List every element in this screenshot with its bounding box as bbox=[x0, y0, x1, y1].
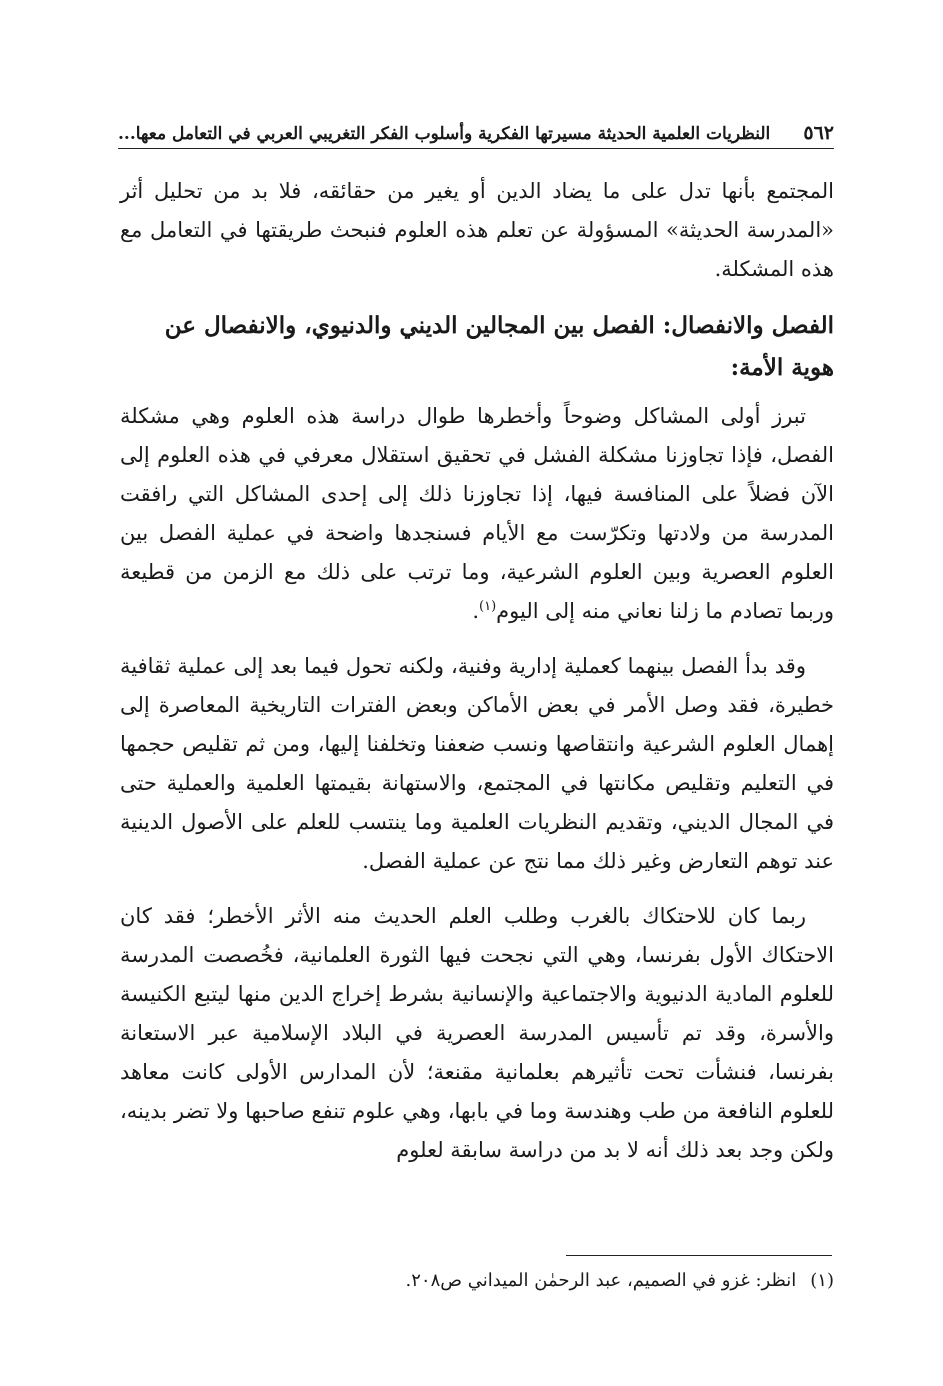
section-heading: الفصل والانفصال: الفصل بين المجالين الديني والدنيوي، والانفصال عن هوية الأمة: bbox=[164, 312, 834, 381]
running-header bbox=[118, 108, 834, 144]
paragraph-text: تبرز أولى المشاكل وضوحاً وأخطرها طوال دراسة هذه العلوم وهي مشكلة الفصل، فإذا تجاوزنا مشكلة الفشل في تحقيق استقلال معرفي في هذه العلوم إلى الآن فضلاً على المنافسة فيها، إذا تجاوزنا ذلك إلى إحدى المشاكل التي رافقت المدرسة من ولادتها وتكرّست مع الأيام فسنجدها واضحة في عملية الفصل بين العلوم العصرية وبين العلوم الشرعية، وما ترتب على ذلك مع الزمن من قطيعة وربما تصادم ما زلنا نعاني منه إلى اليوم bbox=[120, 404, 834, 623]
footnote bbox=[120, 1266, 834, 1296]
footnote-reference[interactable]: (١) bbox=[479, 599, 497, 614]
footnote-text: انظر: غزو في الصميم، عبد الرحمٰن الميداني ص٢٠٨. bbox=[405, 1270, 797, 1291]
footnote-number: (١) bbox=[810, 1270, 834, 1291]
header-divider bbox=[118, 148, 834, 149]
footnote-divider bbox=[566, 1255, 832, 1256]
running-title: النظريات العلمية الحديثة مسيرتها الفكرية وأسلوب الفكر التغريبي العربي في التعامل معها... bbox=[118, 124, 771, 144]
paragraph: وقد بدأ الفصل بينهما كعملية إدارية وفنية، ولكنه تحول فيما بعد إلى عملية ثقافية خطيرة، فقد وصل الأمر في بعض الأماكن وبعض الفترات التاريخية المعاصرة إلى إهمال العلوم الشرعية وانتقاصها ونسب ضعفنا وتخلفنا إليها، ومن ثم تقليص حجمها في التعليم وتقليص مكانتها في المجتمع، والاستهانة بقيمتها العلمية والعملية حتى في المجال الديني، وتقديم النظريات العلمية وما ينتسب للعلم على الأصول الدينية عند توهم التعارض وغير ذلك مما نتج عن عملية الفصل. bbox=[120, 654, 834, 873]
paragraph-continuation: المجتمع بأنها تدل على ما يضاد الدين أو يغير من حقائقه، فلا بد من تحليل أثر «المدرسة الحديثة» المسؤولة عن تعلم هذه العلوم فنبحث طريقتها في التعامل مع هذه المشكلة. bbox=[120, 179, 834, 281]
paragraph: ربما كان للاحتكاك بالغرب وطلب العلم الحديث منه الأثر الأخطر؛ فقد كان الاحتكاك الأول بفرنسا، وهي التي نجحت فيها الثورة العلمانية، فخُصصت المدرسة للعلوم المادية الدنيوية والاجتماعية والإنسانية بشرط إخراج الدين منها ليتبع الكنيسة والأسرة، وقد تم تأسيس المدرسة العصرية في البلاد الإسلامية عبر الاستعانة بفرنسا، فنشأت تحت تأثيرهم بعلمانية مقنعة؛ لأن المدارس الأولى كانت معاهد للعلوم النافعة من طب وهندسة وما في بابها، وهي علوم تنفع صاحبها ولا تضر بدينه، ولكن وجد بعد ذلك أنه لا بد من دراسة سابقة لعلوم bbox=[120, 904, 834, 1162]
main-text bbox=[120, 172, 834, 1186]
paragraph-end: . bbox=[472, 599, 479, 623]
paragraph bbox=[120, 397, 834, 631]
page-number: ٥٦٢ bbox=[803, 122, 834, 144]
